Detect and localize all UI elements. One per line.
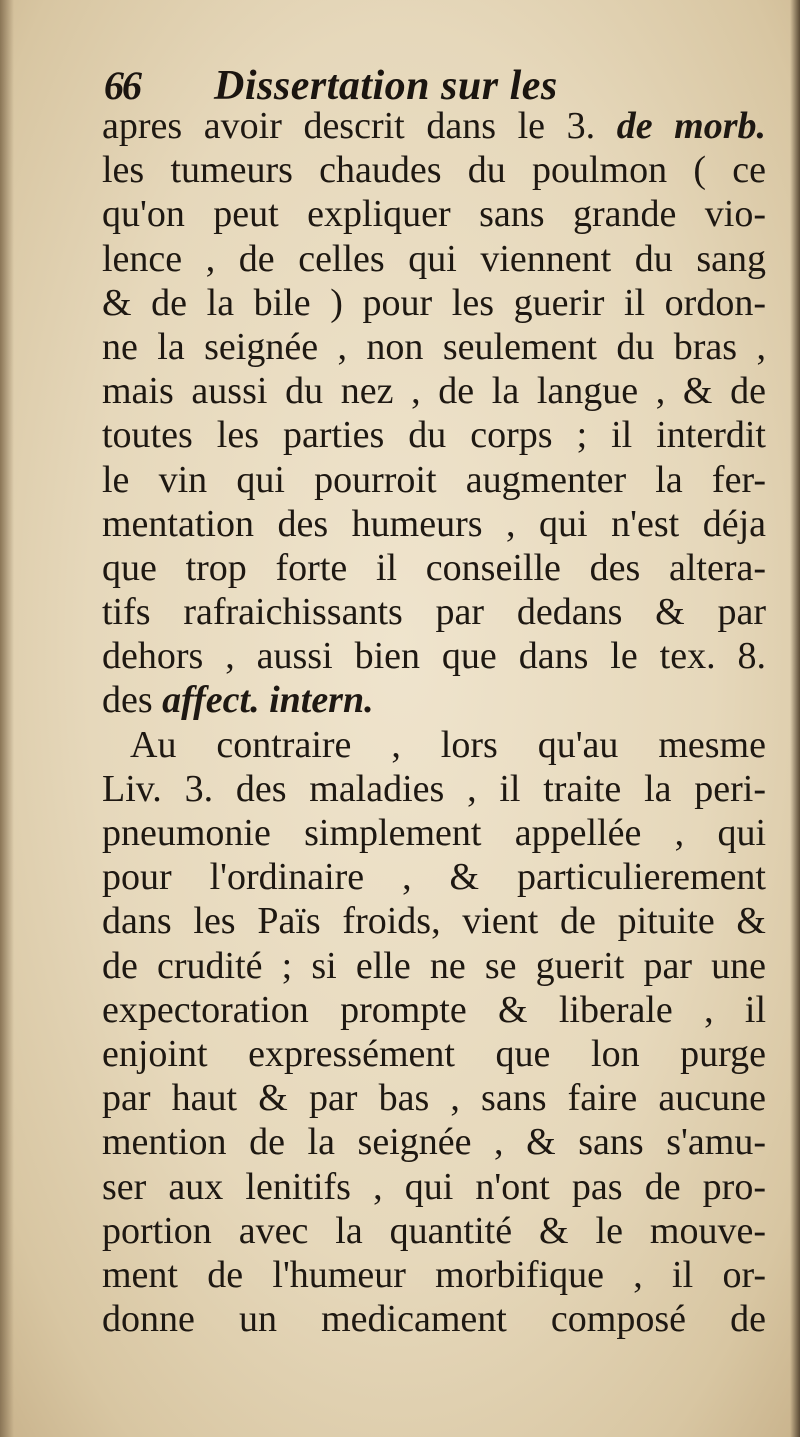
text-segment: enjoint expressément que lon purge	[102, 1032, 766, 1075]
text-line	[102, 723, 766, 767]
text-segment: des	[102, 679, 163, 722]
text-line	[102, 1253, 766, 1297]
text-line	[102, 590, 766, 634]
text-line	[102, 281, 766, 325]
text-line	[102, 546, 766, 590]
text-segment: lence , de celles qui viennent du sang	[102, 237, 766, 280]
italic-citation: de morb.	[616, 105, 766, 147]
text-segment: par haut & par bas , sans faire aucune	[102, 1077, 766, 1120]
text-line	[102, 988, 766, 1032]
text-segment: les tumeurs chaudes du poulmon ( ce	[102, 149, 766, 192]
text-segment: portion avec la quantité & le mouve-	[102, 1209, 766, 1252]
text-segment: pneumonie simplement appellée , qui	[102, 812, 766, 854]
text-segment: de crudité ; si elle ne se guerit par une	[102, 944, 766, 987]
text-line	[102, 1165, 766, 1209]
text-segment: Au contraire , lors qu'au mesme	[130, 723, 766, 766]
text-line	[102, 899, 766, 943]
text-line	[102, 1209, 766, 1253]
text-line	[102, 1297, 766, 1341]
text-line	[102, 1120, 766, 1164]
text-segment: mais aussi du nez , de la langue , & de	[102, 370, 766, 413]
text-segment: toutes les parties du corps ; il interdit	[102, 414, 766, 457]
text-segment: ment de l'humeur morbifique , il or-	[102, 1253, 766, 1296]
text-line	[102, 811, 766, 855]
text-segment: dehors , aussi bien que dans le tex. 8.	[102, 635, 766, 678]
page-number: 66	[104, 63, 140, 108]
text-segment: que trop forte il conseille des altera-	[102, 546, 766, 589]
text-segment: mention de la seignée , & sans s'amu-	[102, 1121, 766, 1164]
text-segment: le vin qui pourroit augmenter la fer-	[102, 458, 766, 501]
text-segment: donne un medicament composé de	[102, 1298, 766, 1341]
italic-citation: affect. intern.	[162, 679, 374, 722]
text-segment: ser aux lenitifs , qui n'ont pas de pro-	[102, 1165, 766, 1208]
text-segment: tifs rafraichissants par dedans & par	[102, 591, 766, 634]
text-line	[102, 944, 766, 988]
text-line	[102, 678, 766, 722]
text-line	[102, 1076, 766, 1120]
text-line	[102, 1032, 766, 1076]
text-segment: & de la bile ) pour les guerir il ordon-	[102, 281, 766, 324]
text-segment: mentation des humeurs , qui n'est déja	[102, 502, 766, 545]
text-line	[102, 855, 766, 899]
text-line	[102, 634, 766, 678]
text-line	[102, 104, 766, 148]
text-line	[102, 237, 766, 281]
text-line	[102, 502, 766, 546]
text-line	[102, 767, 766, 811]
text-segment: ne la seignée , non seulement du bras ,	[102, 325, 766, 368]
text-segment: Liv. 3. des maladies , il traite la peri-	[102, 767, 766, 810]
text-segment: pour l'ordinaire , & particulierement	[102, 856, 766, 899]
text-line	[102, 192, 766, 236]
text-segment: apres avoir descrit dans le 3.	[102, 105, 617, 147]
running-head: Dissertation sur les	[214, 63, 558, 109]
text-line	[102, 325, 766, 369]
text-segment: expectoration prompte & liberale , il	[102, 988, 766, 1031]
text-segment: qu'on peut expliquer sans grande vio-	[102, 193, 766, 236]
text-segment: dans les Païs froids, vient de pituite &	[102, 900, 766, 943]
text-line	[102, 148, 766, 192]
text-line	[102, 369, 766, 413]
text-line	[102, 413, 766, 457]
text-line	[102, 458, 766, 502]
body-text	[102, 104, 766, 1341]
